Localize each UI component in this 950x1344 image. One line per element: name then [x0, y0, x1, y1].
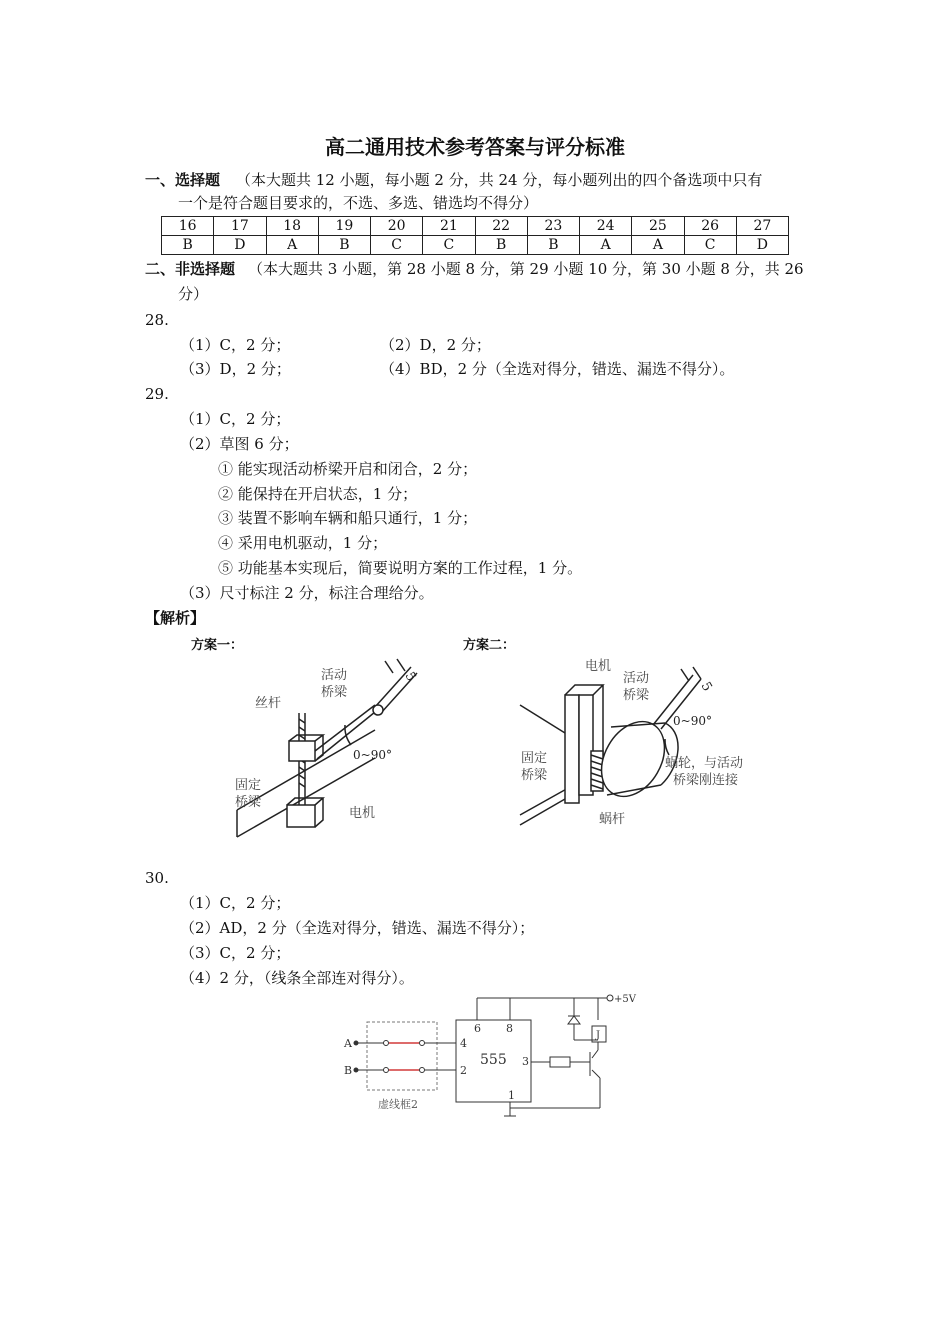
pin4-label: 4	[460, 1037, 467, 1050]
analysis-heading: 【解析】	[145, 609, 206, 627]
question-number: 19	[318, 217, 370, 236]
answer-cell: D	[736, 236, 788, 255]
answer-cell: B	[527, 236, 579, 255]
q28-number: 28.	[145, 311, 169, 329]
plan1-dim: 5	[401, 669, 419, 685]
q29-point-2: ② 能保持在开启状态，1 分；	[218, 485, 418, 503]
plan2-label-angle: 0~90°	[673, 714, 712, 728]
plan1-label-movable: 活动	[321, 668, 348, 683]
section2-desc-2: 分）	[178, 285, 209, 303]
question-number: 17	[214, 217, 266, 236]
pin1-label: 1	[508, 1089, 515, 1102]
answer-cell: A	[580, 236, 632, 255]
plan2-label-movable-2: 桥梁	[623, 688, 650, 703]
q29-point-3: ③ 装置不影响车辆和船只通行，1 分；	[218, 509, 478, 527]
question-number: 26	[684, 217, 736, 236]
input-a-label: A	[344, 1037, 352, 1050]
input-b-label: B	[344, 1064, 353, 1077]
plan1-label-fixed-2: 桥梁	[235, 795, 262, 810]
q30-answer-2: （2）AD，2 分（全选对得分，错选、漏选不得分）；	[180, 919, 535, 937]
q30-answer-3: （3）C，2 分；	[180, 944, 291, 962]
q28-answer-1: （1）C，2 分；	[180, 336, 291, 354]
plan1-label-movable-2: 桥梁	[321, 685, 348, 700]
page-title: 高二通用技术参考答案与评分标准	[325, 135, 625, 159]
plan1-sketch	[225, 655, 450, 845]
question-number: 22	[475, 217, 527, 236]
chip-label: 555	[480, 1052, 507, 1068]
plan1-label: 方案一：	[191, 638, 244, 653]
answer-cell: B	[318, 236, 370, 255]
q29-point-4: ④ 采用电机驱动，1 分；	[218, 534, 388, 552]
section1-heading: 一、选择题	[145, 171, 221, 189]
answer-cell: B	[475, 236, 527, 255]
plan2-label-movable: 活动	[623, 671, 650, 686]
answer-cell: C	[371, 236, 423, 255]
q29-answer-1: （1）C，2 分；	[180, 410, 291, 428]
question-number: 23	[527, 217, 579, 236]
answer-cell: B	[162, 236, 214, 255]
plan2-sketch	[515, 655, 775, 835]
plan2-label-motor: 电机	[585, 659, 612, 674]
plan1-label-screw: 丝杆	[255, 696, 282, 711]
q29-point-1: ① 能实现活动桥梁开启和闭合，2 分；	[218, 460, 478, 478]
question-number: 27	[736, 217, 788, 236]
plan2-label-worm: 蜗杆	[599, 812, 626, 827]
section1-desc: （本大题共 12 小题，每小题 2 分，共 24 分，每小题列出的四个备选项中只有	[236, 171, 763, 189]
section2-heading: 二、非选择题	[145, 260, 236, 278]
q29-answer-2: （2）草图 6 分；	[180, 435, 299, 453]
q28-answer-2: （2）D，2 分；	[380, 336, 491, 354]
pin8-label: 8	[506, 1022, 513, 1035]
plan2-label: 方案二：	[463, 638, 516, 653]
plan2-label-gear-2: 桥梁刚连接	[673, 773, 739, 788]
question-number: 24	[580, 217, 632, 236]
q30-number: 30.	[145, 869, 169, 887]
answer-cell: A	[632, 236, 684, 255]
plan2-label-fixed: 固定	[521, 751, 548, 766]
relay-label: J	[596, 1030, 601, 1041]
table-row	[162, 217, 789, 236]
plan2-dim: 5	[697, 679, 715, 695]
vcc-label: +5V	[614, 994, 636, 1005]
q28-answer-3: （3）D，2 分；	[180, 360, 291, 378]
question-number: 25	[632, 217, 684, 236]
question-number: 21	[423, 217, 475, 236]
plan1-label-motor: 电机	[349, 806, 376, 821]
answer-cell: D	[214, 236, 266, 255]
plan1-label-fixed: 固定	[235, 778, 262, 793]
q29-number: 29.	[145, 385, 169, 403]
question-number: 16	[162, 217, 214, 236]
answer-table	[161, 216, 789, 255]
table-row	[162, 236, 789, 255]
question-number: 18	[266, 217, 318, 236]
q28-answer-4: （4）BD，2 分（全选对得分，错选、漏选不得分）。	[380, 360, 735, 378]
plan1-label-angle: 0~90°	[353, 748, 392, 762]
q30-answer-1: （1）C，2 分；	[180, 894, 291, 912]
dashed-box-label: 虚线框2	[378, 1098, 418, 1111]
pin6-label: 6	[474, 1022, 481, 1035]
pin3-label: 3	[522, 1055, 529, 1068]
q29-point-5: ⑤ 功能基本实现后，简要说明方案的工作过程，1 分。	[218, 559, 583, 577]
plan2-label-fixed-2: 桥梁	[521, 768, 548, 783]
q29-answer-3: （3）尺寸标注 2 分，标注合理给分。	[180, 584, 434, 602]
circuit-diagram	[330, 990, 660, 1120]
question-number: 20	[371, 217, 423, 236]
q30-answer-4: （4）2 分，（线条全部连对得分）。	[180, 969, 414, 987]
section2-desc: （本大题共 3 小题，第 28 小题 8 分，第 29 小题 10 分，第 30 小题 8 分，共 26	[248, 260, 804, 278]
pin2-label: 2	[460, 1064, 467, 1077]
section1-desc-2: 一个是符合题目要求的，不选、多选、错选均不得分）	[178, 194, 539, 212]
answer-cell: C	[684, 236, 736, 255]
plan2-label-gear: 蜗轮，与活动	[665, 756, 744, 771]
answer-cell: A	[266, 236, 318, 255]
answer-cell: C	[423, 236, 475, 255]
